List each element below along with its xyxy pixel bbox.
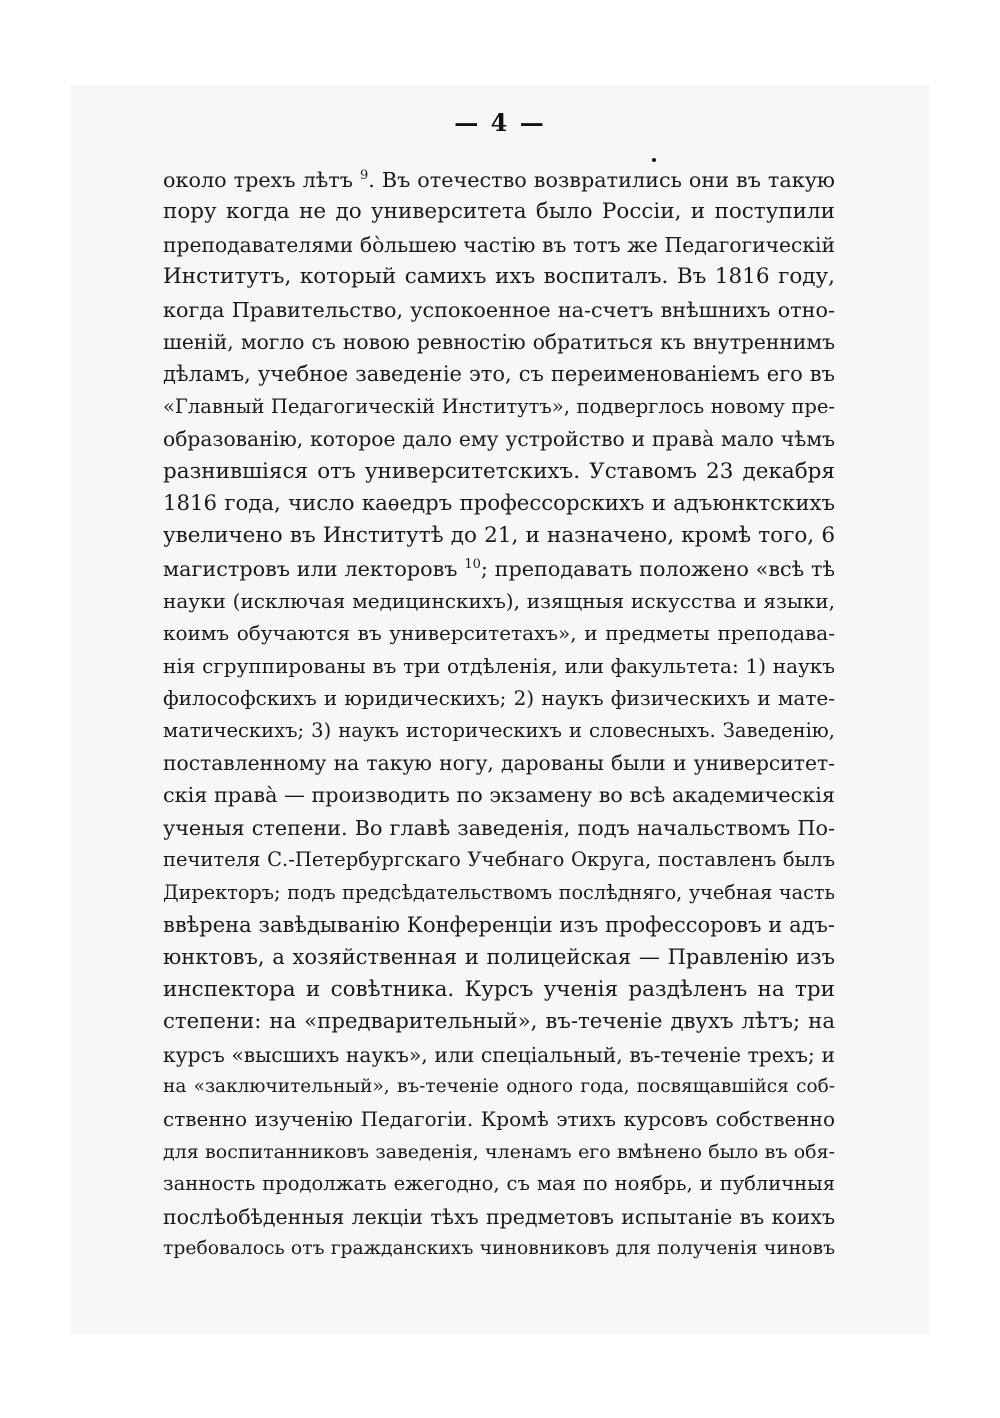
line-text: «Главный Педагогическій Институтъ», подверглось новому пре- [163,394,835,418]
text-line [163,779,835,811]
line-text: философскихъ и юридическихъ; 2) наукъ физическихъ и мате- [163,686,835,711]
line-text: поставленному на такую ногу, дарованы были и университет- [163,751,835,776]
footnote-marker: 9 [359,168,369,184]
line-text: ; преподавать положено «всѣ тѣ [480,556,835,581]
text-line [163,261,835,293]
footnote-marker: 10 [464,556,481,572]
line-text: печителя С.-Петербургскаго Учебнаго Округа, поставленъ былъ [163,848,835,872]
text-line [163,1071,835,1103]
ink-speck [652,158,656,162]
text-line [163,358,835,390]
text-line [163,1201,835,1233]
line-text: около трехъ лѣтъ [163,168,360,192]
line-text: скія права̀ — производить по экзамену во всѣ академическія [163,783,835,808]
line-text: курсъ «высшихъ наукъ», или спеціальный, въ-теченіе трехъ; и [163,1042,835,1067]
line-text: . Въ отечество возвратились они въ такую [368,168,835,192]
text-line [163,650,835,682]
text-line [163,391,835,423]
text-line [163,294,835,326]
line-text: дѣламъ, учебное заведеніе это, съ переименованіемъ его въ [163,362,835,387]
line-text: Институтъ, который самихъ ихъ воспиталъ. Въ 1816 году, [163,264,835,290]
text-line [163,456,835,488]
text-line [163,909,835,941]
line-text: образованію, которое дало ему устройство и права̀ мало чѣмъ [163,427,835,452]
text-line [163,844,835,876]
line-text: ввѣрена завѣдыванію Конференціи изъ профессоровъ и адъ- [163,912,835,937]
line-text: науки (исключая медицинскихъ), изящныя искусства и языки, [163,589,835,614]
line-text: преподавателями бо̀льшею частію въ тотъ же Педагогическій [163,232,835,257]
line-text: инспектора и совѣтника. Курсъ ученія раздѣленъ на три [163,976,835,1002]
line-text: на «заключительный», въ-теченіе одного года, посвящавшійся соб- [163,1075,835,1097]
line-text: матическихъ; 3) наукъ историческихъ и словесныхъ. Заведенію, [163,718,835,742]
text-line [163,1168,835,1200]
line-text: для воспитанниковъ заведенія, членамъ его вмѣнено было въ обя- [163,1140,835,1163]
line-text: занность продолжать ежегодно, съ мая по ноябрь, и публичныя [163,1172,835,1196]
line-text: коимъ обучаются въ университетахъ», и предметы преподава- [163,621,835,646]
text-line [163,747,835,779]
text-line [163,1136,835,1168]
line-text: ученыя степени. Во главѣ заведенія, подъ начальствомъ По- [163,815,835,840]
body-text [163,164,835,1265]
text-line [163,715,835,747]
line-text: юнктовъ, а хозяйственная и полицейская — Правленію изъ [163,945,835,970]
text-line [163,1103,835,1135]
text-line [163,941,835,973]
line-text: степени: на «предварительный», въ-теченіе двухъ лѣтъ; на [163,1009,835,1035]
line-text: магистровъ или лекторовъ [163,556,465,581]
text-line [163,1006,835,1038]
line-text: 1816 года, число каѳедръ профессорскихъ и адъюнктскихъ [163,490,835,516]
text-line [163,682,835,714]
line-text: Директоръ; подъ предсѣдательствомъ послѣдняго, учебная часть [163,880,835,904]
text-line [163,585,835,617]
line-text: разнившіяся отъ университетскихъ. Уставомъ 23 декабря [163,458,835,484]
line-text: нія сгруппированы въ три отдѣленія, или факультета: 1) наукъ [163,653,835,678]
text-line [163,488,835,520]
text-line [163,196,835,228]
text-line [163,974,835,1006]
text-line [163,617,835,649]
line-text: пору когда не до университета было Россіи, и поступили [163,199,835,225]
text-line [163,553,835,585]
line-text: требовалось отъ гражданскихъ чиновниковъ для полученія чиновъ [163,1237,835,1259]
line-text: шеній, могло съ новою ревностію обратиться къ внутреннимъ [163,329,835,354]
text-line [163,877,835,909]
text-line [163,326,835,358]
text-line [163,423,835,455]
text-line [163,812,835,844]
line-text: когда Правительство, успокоенное на-счетъ внѣшнихъ отно- [163,297,835,322]
text-line [163,520,835,552]
text-line [163,1039,835,1071]
page-number-header: — 4 — [454,108,546,137]
line-text: ственно изученію Педагогіи. Кромѣ этихъ курсовъ собственно [163,1107,835,1132]
text-line [163,229,835,261]
text-line [163,1233,835,1265]
text-line [163,164,835,196]
line-text: увеличено въ Институтѣ до 21, и назначено, кромѣ того, 6 [163,523,835,549]
line-text: послѣобѣденныя лекціи тѣхъ предметовъ испытаніе въ коихъ [163,1204,835,1229]
